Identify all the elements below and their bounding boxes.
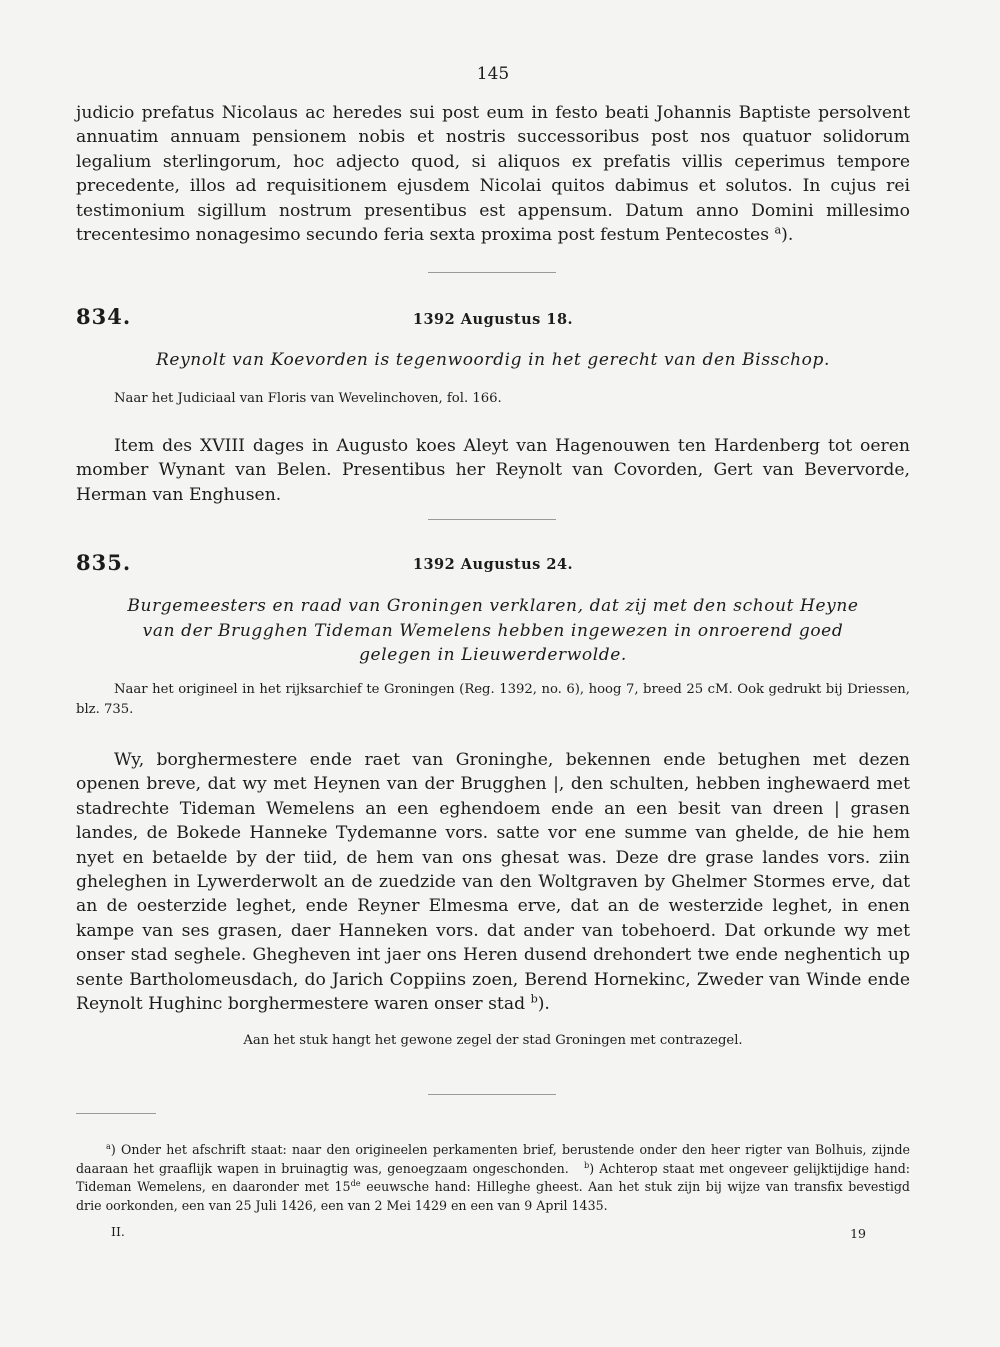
footnote-mark-b: b — [583, 1159, 590, 1170]
intro-end: ). — [781, 225, 794, 246]
entry-summary: Burgemeesters en raad van Groningen verklaren, dat zij met den schout Heyne van der Brugghen Tideman Wemelens hebben ingewezen in onroerend goed gelegen in Lieuwerderwolde. — [127, 596, 859, 665]
page-number: 145 — [476, 64, 510, 84]
entry-number: 835. — [76, 550, 132, 575]
document-page — [76, 0, 910, 1347]
seal-note: Aan het stuk hangt het gewone zegel der stad Groningen met contrazegel. — [243, 1033, 743, 1048]
section-divider — [428, 1094, 556, 1095]
entry-text: Item des XVIII dages in Augusto koes Aleyt van Hagenouwen ten Hardenberg tot oeren momber Wynant van Belen. Presentibus her Reynolt van Covorden, Gert van Bevervorde, Herman van Enghusen. — [76, 436, 910, 505]
entry-text-body: Wy, borghermestere ende raet van Groninghe, bekennen ende betughen met dezen openen breve, dat wy met Heynen van der Brugghen |, den schulten, hebben inghewaerd met stadrechte Tideman Wemelens an een eghendoem ende an een besit van dreen | grasen landes, de Bokede Hanneke Tydemanne vors. satte vor ene summe van ghelde, de hie hem nyet en betaelde by der tiid, de hem van ons ghesat was. Deze dre grase landes vors. ziin gheleghen in Lywerderwolt an de zuedzide van den Woltgraven by Ghelmer Stormes erve, dat an de oesterzide leghet, ende Reyner Elmesma erve, dat an de westerzide leghet, in enen kampe van ses grasen, daer Hanneken vors. dat ander van tobehoerd. Dat orkunde wy met onser stad seghele. Ghegheven int jaer ons Heren dusend drehondert twe ende neghentich up sente Bartholomeusdach, do Jarich Coppiins zoen, Berend Hornekinc, Zweder van Winde ende Reynolt Hughinc borghermestere waren onser stad — [76, 750, 910, 1015]
footnote-ref-a: a — [774, 223, 782, 237]
footnote-b-text-2: eeuwsche hand: Hilleghe gheest. Aan het stuk zijn bij wijze van transfix bevestigd drie oorkonden, een van 25 Juli 1426, een van 2 Mei 1429 en een van 9 April 1435. — [76, 1179, 910, 1213]
intro-text: judicio prefatus Nicolaus ac heredes sui post eum in festo beati Johannis Baptiste persolvent annuatim annuam pensionem nobis et nostris successoribus post nos quatuor solidorum legalium sterlingorum, hoc adjecto quod, si aliquos ex prefatis villis ceperimus tempore precedente, illos ad requisitionem ejusdem Nicolai quitos dabimus et solutos. In cujus rei testimonium sigillum nostrum presentibus est appensum. Datum anno Domini millesimo trecentesimo nonagesimo secundo feria sexta proxima post festum Pentecostes — [76, 103, 910, 246]
footnote-separator — [76, 1113, 156, 1114]
entry-date: 1392 Augustus 24. — [412, 556, 574, 573]
entry-text — [76, 748, 910, 1016]
section-divider — [428, 519, 556, 520]
entry-date: 1392 Augustus 18. — [412, 311, 574, 328]
footnote-a — [76, 1141, 910, 1215]
footnote-ref-b: b — [530, 992, 538, 1006]
entry-source: Naar het Judiciaal van Floris van Wevelinchoven, fol. 166. — [114, 391, 502, 406]
footnote-mark-a: a — [106, 1140, 111, 1151]
intro-paragraph — [76, 101, 910, 247]
footnote-b-text-1: ) Achterop staat met ongeveer gelijktijdige hand: Tideman Wemelens, en daaronder met 15 — [76, 1160, 910, 1195]
footnote-b-superscript: de — [350, 1178, 361, 1188]
entry-text-end: ). — [537, 994, 550, 1015]
volume-signature: II. — [111, 1224, 125, 1239]
sheet-number: 19 — [850, 1226, 866, 1241]
footnotes — [76, 1141, 910, 1215]
entry-summary: Reynolt van Koevorden is tegenwoordig in het gerecht van den Bisschop. — [156, 350, 830, 370]
footnote-a-text: ) Onder het afschrift staat: naar den origineelen perkamenten brief, berustende onder den heer rigter van Bolhuis, zijnde daaraan het graaflijk wapen in bruinagtig was, genoegzaam ongeschonden. — [76, 1142, 910, 1176]
entry-source: Naar het origineel in het rijksarchief te Groningen (Reg. 1392, no. 6), hoog 7, breed 25 cM. Ook gedrukt bij Driessen, blz. 735. — [76, 682, 910, 717]
entry-number: 834. — [76, 304, 132, 329]
section-divider — [428, 272, 556, 273]
